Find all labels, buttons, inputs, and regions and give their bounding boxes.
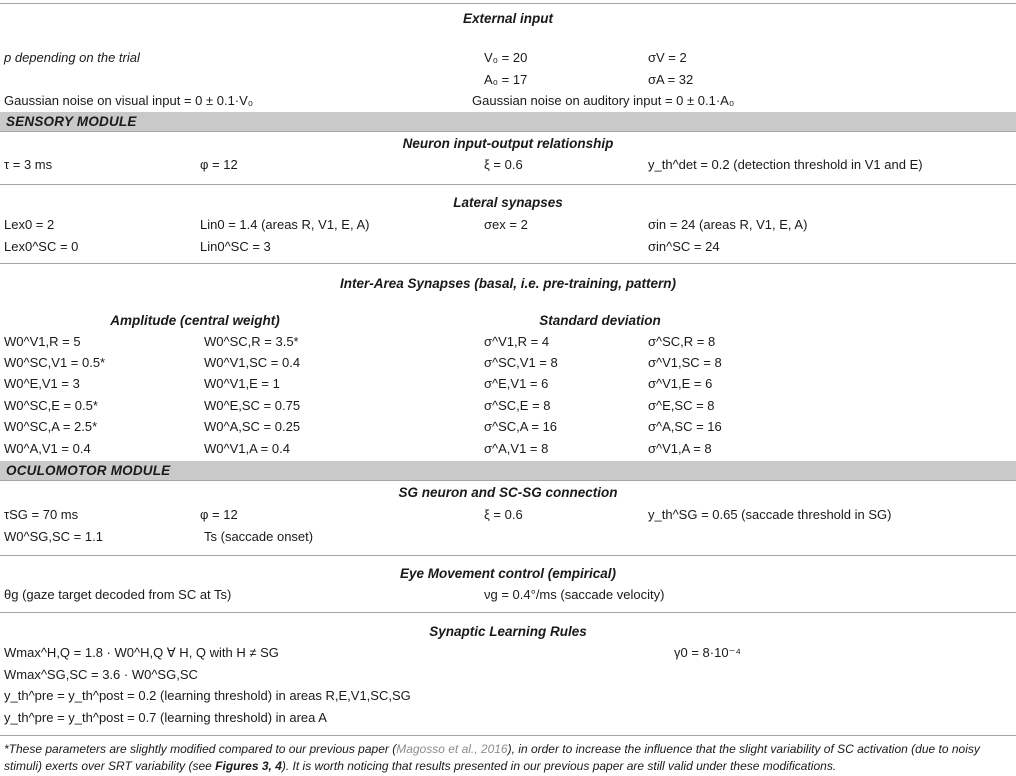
rule-top [0,3,1016,4]
ts-value: Ts (saccade onset) [204,529,314,544]
sigma-a-value: σA = 32 [648,72,694,87]
inter-area-title: Inter-Area Synapses (basal, i.e. pre-training, pattern) [339,276,677,291]
amp-left-5: W0^SC,A = 2.5* [4,419,98,434]
v0-value: V₀ = 20 [484,50,528,65]
sigma-in-sc-value: σin^SC = 24 [648,239,720,254]
nu-value: νg = 0.4°/ms (saccade velocity) [484,587,665,602]
lex0-value: Lex0 = 2 [4,217,55,232]
std-left-4: σ^SC,E = 8 [484,398,551,413]
oculomotor-module-band [0,461,1016,480]
wmax-hq-value: Wmax^H,Q = 1.8 · W0^H,Q ∀ H, Q with H ≠ SG [4,645,279,660]
rule-before-sc-neuron [0,131,1016,132]
std-right-2: σ^V1,SC = 8 [648,355,722,370]
tau-value: τ = 3 ms [4,157,53,172]
xi-sg-value: ξ = 0.6 [484,507,523,522]
ydet-value: y_th^det = 0.2 (detection threshold in V1 and E) [648,157,923,172]
std-dev-title: Standard deviation [539,313,661,328]
amp-right-1: W0^SC,R = 3.5* [204,334,299,349]
learning-threshold-2: y_th^pre = y_th^post = 0.7 (learning threshold) in area A [4,710,327,725]
std-left-2: σ^SC,V1 = 8 [484,355,558,370]
footnote-figures-link[interactable]: Figures 3, 4 [215,759,282,773]
footnote [4,741,1012,775]
footnote-text-3: ). It is worth noticing that results presented in our previous paper are still valid under these modifications. [281,759,837,773]
phi-sg-value: φ = 12 [200,507,238,522]
rule-before-inter [0,263,1016,264]
w0-sgsc-value: W0^SG,SC = 1.1 [4,529,103,544]
rule-before-sg [0,480,1016,481]
noise-visual: Gaussian noise on visual input = 0 ± 0.1·V₀ [4,93,254,108]
std-right-3: σ^V1,E = 6 [648,376,713,391]
std-left-3: σ^E,V1 = 6 [484,376,549,391]
footnote-text-2: ), in order to increase the influence that the slight variability of SC activation (due to noisy stimuli) exerts over SRT variability (see [4,742,980,773]
amp-right-2: W0^V1,SC = 0.4 [204,355,301,370]
amp-left-4: W0^SC,E = 0.5* [4,398,98,413]
amp-left-1: W0^V1,R = 5 [4,334,81,349]
noise-auditory: Gaussian noise on auditory input = 0 ± 0.1·A₀ [472,93,735,108]
xi-value: ξ = 0.6 [484,157,523,172]
amplitude-title: Amplitude (central weight) [110,313,280,328]
lateral-synapses-title: Lateral synapses [453,195,563,210]
ysg-value: y_th^SG = 0.65 (saccade threshold in SG) [648,507,892,522]
footnote-reference-link[interactable]: Magosso et al., 2016 [396,742,508,756]
gamma-value: γ0 = 8·10⁻⁴ [674,645,742,660]
rule-before-eye [0,555,1016,556]
amp-left-3: W0^E,V1 = 3 [4,376,80,391]
amp-right-4: W0^E,SC = 0.75 [204,398,301,413]
lin0-value: Lin0 = 1.4 (areas R, V1, E, A) [200,217,370,232]
eye-movement-title: Eye Movement control (empirical) [399,566,617,581]
rule-before-lateral [0,184,1016,185]
rule-before-learning [0,612,1016,613]
std-right-4: σ^E,SC = 8 [648,398,715,413]
std-right-1: σ^SC,R = 8 [648,334,716,349]
a0-value: A₀ = 17 [484,72,528,87]
sigma-ex-value: σex = 2 [484,217,528,232]
std-left-5: σ^SC,A = 16 [484,419,558,434]
std-right-5: σ^A,SC = 16 [648,419,722,434]
sg-neuron-title: SG neuron and SC-SG connection [398,485,618,500]
external-input-title: External input [462,11,553,26]
amp-left-2: W0^SC,V1 = 0.5* [4,355,106,370]
lin0-sc-value: Lin0^SC = 3 [200,239,271,254]
sigma-v-value: σV = 2 [648,50,687,65]
std-left-6: σ^A,V1 = 8 [484,441,549,456]
std-left-1: σ^V1,R = 4 [484,334,550,349]
sensory-module-label: SENSORY MODULE [6,114,137,129]
sensory-module-band [0,112,1016,131]
footnote-text-1: *These parameters are slightly modified compared to our previous paper ( [4,742,397,756]
amp-right-5: W0^A,SC = 0.25 [204,419,301,434]
sigma-in-value: σin = 24 (areas R, V1, E, A) [648,217,808,232]
amp-right-6: W0^V1,A = 0.4 [204,441,290,456]
neuron-io-title: Neuron input-output relationship [402,136,614,151]
theta-value: θg (gaze target decoded from SC at Ts) [4,587,232,602]
wmax-sgsc-value: Wmax^SG,SC = 3.6 · W0^SG,SC [4,667,198,682]
tau-sg-value: τSG = 70 ms [4,507,79,522]
amp-left-6: W0^A,V1 = 0.4 [4,441,91,456]
oculomotor-module-label: OCULOMOTOR MODULE [6,463,171,478]
learning-rules-title: Synaptic Learning Rules [429,624,587,639]
std-right-6: σ^V1,A = 8 [648,441,712,456]
phi-value: φ = 12 [200,157,238,172]
lex0-sc-value: Lex0^SC = 0 [4,239,79,254]
learning-threshold-1: y_th^pre = y_th^post = 0.2 (learning threshold) in areas R,E,V1,SC,SG [4,688,411,703]
amp-right-3: W0^V1,E = 1 [204,376,280,391]
p-trial: p depending on the trial [4,50,140,65]
rule-before-footnote [0,735,1016,736]
